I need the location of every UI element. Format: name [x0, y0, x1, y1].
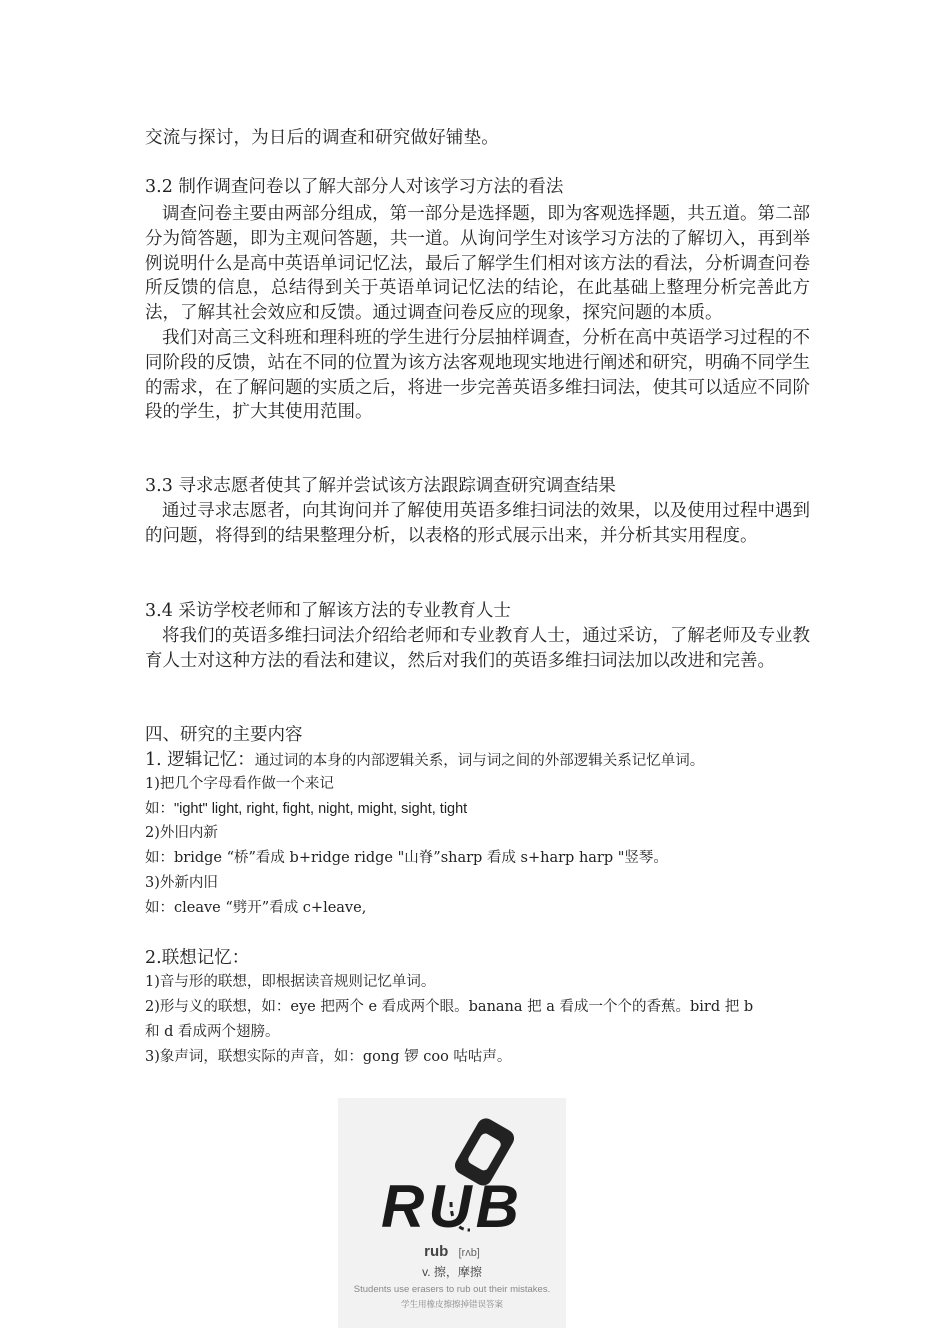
logic-line-4: 如：bridge “桥”看成 b+ridge ridge "山脊”sharp 看成 s+harp harp "竖琴。 — [145, 850, 668, 866]
logic-line-6: 如：cleave “劈开”看成 c+leave, — [145, 900, 367, 916]
section-3-2-body — [145, 202, 810, 425]
example-english: Students use erasers to rub out their mistakes. — [353, 1284, 551, 1295]
section-3-4-heading: 3.4 采访学校老师和了解该方法的专业教育人士 — [145, 601, 511, 621]
phonetic-label: [rʌb] — [458, 1247, 480, 1259]
logic-line-1: 1)把几个字母看作做一个来记 — [145, 776, 334, 792]
section-4-heading: 四、研究的主要内容 — [145, 725, 303, 745]
logic-memory-desc: 通过词的本身的内部逻辑关系，词与词之间的外部逻辑关系记忆单词。 — [254, 753, 705, 769]
association-line-1: 1)音与形的联想，即根据读音规则记忆单词。 — [145, 974, 436, 990]
section-3-3-heading: 3.3 寻求志愿者使其了解并尝试该方法跟踪调查研究调查结果 — [145, 476, 616, 496]
word-entry — [338, 1243, 566, 1260]
section-3-4-paragraph-1: 将我们的英语多维扫词法介绍给老师和专业教育人士，通过采访，了解老师及专业教育人士对这种方法的看法和建议，然后对我们的英语多维扫词法加以改进和完善。 — [145, 626, 810, 671]
association-line-2a: 2)形与义的联想，如：eye 把两个 e 看成两个眼。banana 把 a 看成一个个的香蕉。bird 把 b — [145, 999, 754, 1015]
section-3-2-heading: 3.2 制作调查问卷以了解大部分人对该学习方法的看法 — [145, 177, 564, 197]
logic-memory-title: 1. 逻辑记忆： — [145, 750, 255, 770]
association-line-2b: 和 d 看成两个翅膀。 — [145, 1024, 280, 1040]
section-3-3-paragraph-1: 通过寻求志愿者，向其询问并了解使用英语多维扫词法的效果，以及使用过程中遇到的问题，将得到的结果整理分析，以表格的形式展示出来，并分析其实用程度。 — [145, 501, 810, 546]
association-line-3: 3)象声词，联想实际的声音，如：gong 锣 coo 咕咕声。 — [145, 1049, 512, 1065]
logic-memory-item — [145, 748, 704, 773]
section-3-3-body — [145, 499, 810, 549]
section-3-4-body — [145, 624, 810, 674]
vocabulary-card-image — [338, 1098, 566, 1328]
example-chinese: 学生用橡皮擦擦掉错误答案 — [400, 1299, 503, 1309]
big-word-rub: RUB — [381, 1173, 523, 1240]
section-3-2-paragraph-1: 调查问卷主要由两部分组成，第一部分是选择题，即为客观选择题，共五道。第二部分为简答题，即为主观问答题，共一道。从询问学生对该学习方法的了解切入，再到举例说明什么是高中英语单词记忆法，最后了解学生们相对该方法的看法，分析调查问卷所反馈的信息，总结得到关于英语单词记忆法的结论，在此基础上整理分析完善此方法，了解其社会效应和反馈。通过调查问卷反应的现象，探究问题的本质。 — [145, 204, 810, 324]
intro-line: 交流与探讨，为日后的调查和研究做好铺垫。 — [145, 128, 499, 148]
logic-line-2: 如："ight" light, right, fight, night, might, sight, tight — [145, 801, 468, 817]
logic-line-3: 2)外旧内新 — [145, 825, 218, 841]
association-memory-heading: 2.联想记忆： — [145, 948, 250, 968]
section-3-2-paragraph-2: 我们对高三文科班和理科班的学生进行分层抽样调查，分析在高中英语学习过程的不同阶段的反馈，站在不同的位置为该方法客观地现实地进行阐述和研究，明确不同学生的需求，在了解问题的实质之后，将进一步完善英语多维扫词法，使其可以适应不同阶段的学生，扩大其使用范围。 — [145, 327, 810, 423]
meaning-label: v. 擦，摩擦 — [422, 1265, 482, 1279]
word-label: rub — [424, 1243, 449, 1260]
logic-line-5: 3)外新内旧 — [145, 875, 218, 891]
